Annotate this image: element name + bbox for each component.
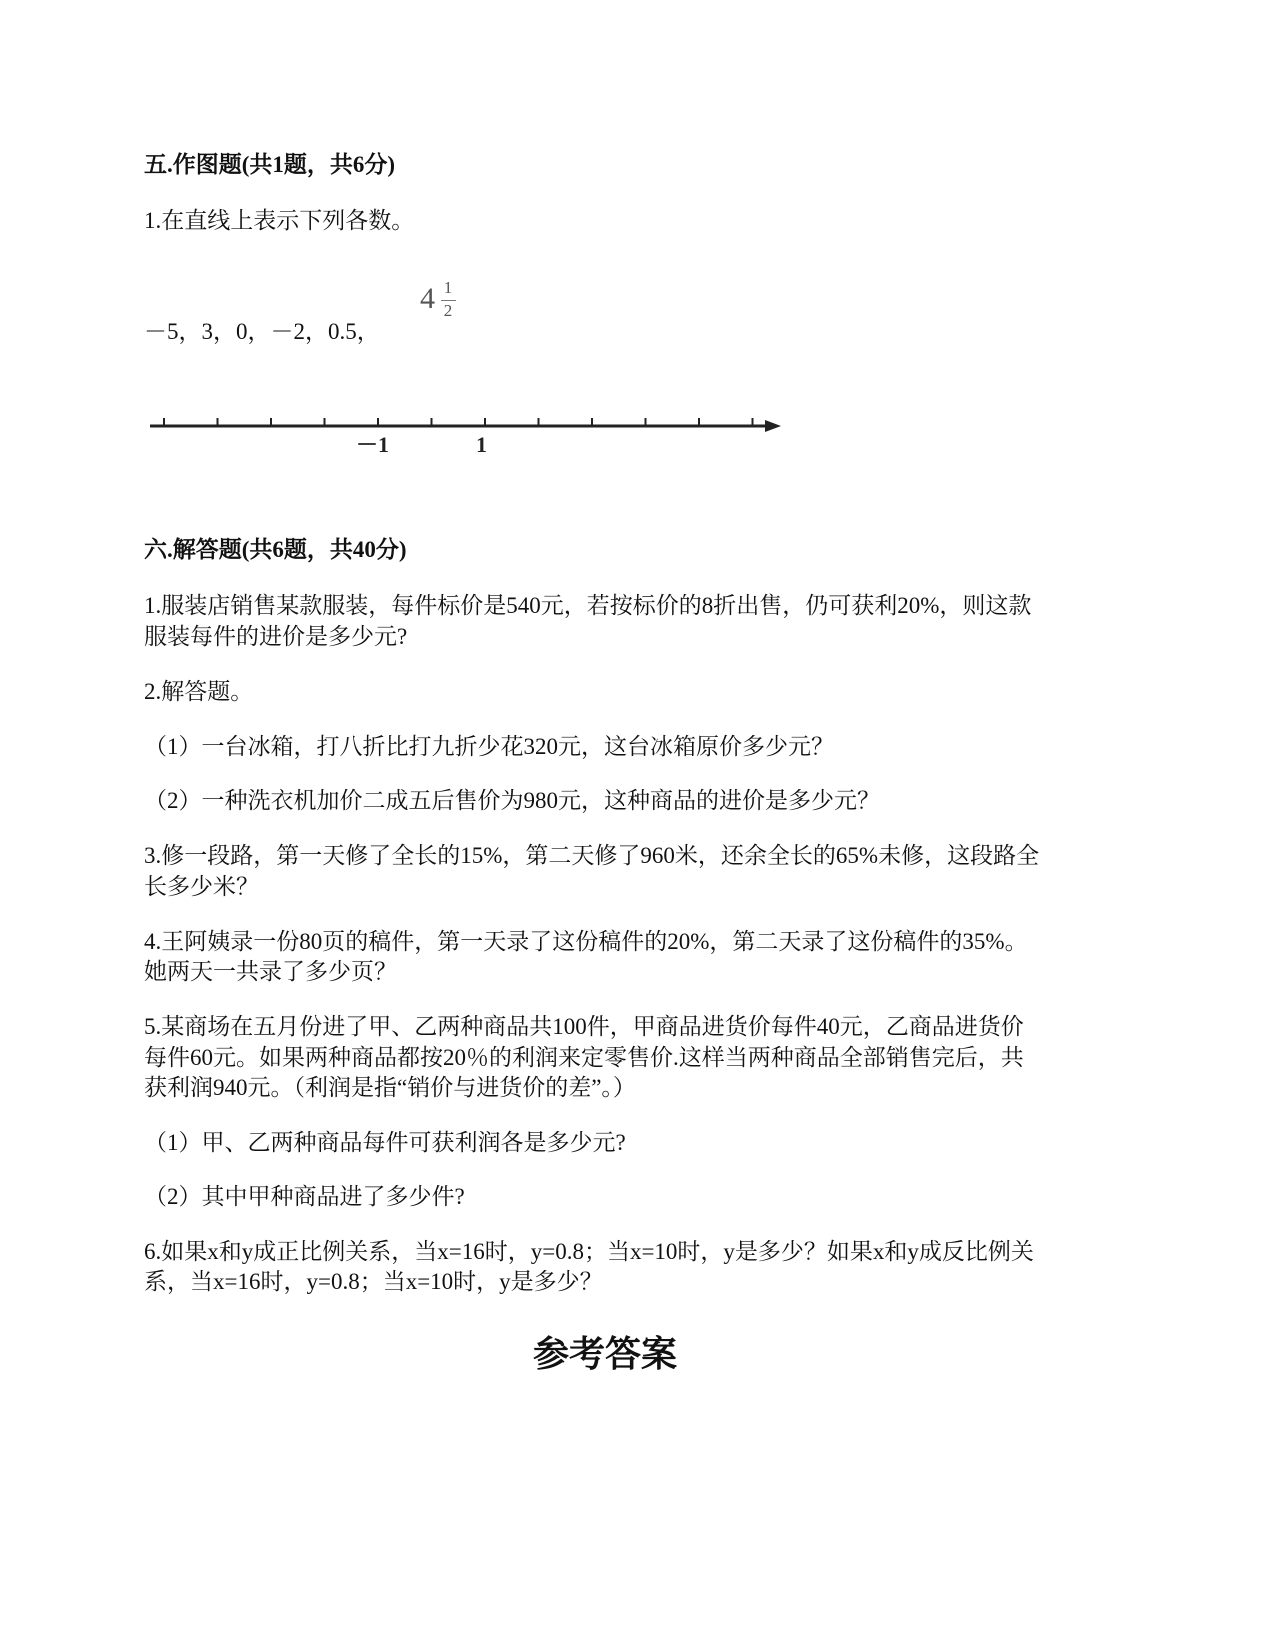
fraction-whole: 4 xyxy=(420,282,435,315)
q2-sub1: （1）一台冰箱，打八折比打九折少花320元，这台冰箱原价多少元？ xyxy=(144,734,834,759)
fraction-numerator: 1 xyxy=(443,278,453,297)
q2-sub2: （2）一种洗衣机加价二成五后售价为980元，这种商品的进价是多少元？ xyxy=(144,788,880,813)
q5-line1: 5.某商场在五月份进了甲、乙两种商品共100件，甲商品进货价每件40元，乙商品进货价 xyxy=(144,1014,1024,1039)
number-line xyxy=(140,400,800,470)
section5-q1-text: 1.在直线上表示下列各数。 xyxy=(144,208,415,233)
q5-line3: 获利润940元。（利润是指“销价与进货价的差”。） xyxy=(144,1075,636,1100)
q4-line1: 4.王阿姨录一份80页的稿件，第一天录了这份稿件的20%，第二天录了这份稿件的35%。 xyxy=(144,929,1028,954)
q5-line2: 每件60元。如果两种商品都按20％的利润来定零售价.这样当两种商品全部销售完后，共 xyxy=(144,1045,1024,1070)
fraction-denominator: 2 xyxy=(443,301,453,320)
q5-sub2: （2）其中甲种商品进了多少件? xyxy=(144,1184,465,1209)
q1-line2: 服装每件的进价是多少元? xyxy=(144,624,408,649)
q6-line2: 系，当x=16时，y=0.8；当x=10时，y是多少？ xyxy=(144,1269,603,1294)
q2-title: 2.解答题。 xyxy=(144,679,254,704)
q1-line1: 1.服装店销售某款服装，每件标价是540元，若按标价的8折出售，仍可获利20%，则这款 xyxy=(144,593,1032,618)
section6-heading: 六.解答题(共6题，共40分) xyxy=(144,537,407,562)
mixed-fraction xyxy=(420,278,470,328)
tick-label-1: 1 xyxy=(476,432,487,457)
section5-heading: 五.作图题(共1题，共6分) xyxy=(144,152,396,177)
section5-q1-numbers: －5，3，0，－2，0.5， xyxy=(144,319,380,344)
q4-line2: 她两天一共录了多少页？ xyxy=(144,959,397,984)
q3-line2: 长多少米？ xyxy=(144,874,259,899)
arrow-right-icon xyxy=(765,420,781,432)
tick-label-neg1: －1 xyxy=(356,432,390,457)
q6-line1: 6.如果x和y成正比例关系，当x=16时，y=0.8；当x=10时，y是多少？如果x和y成反比例关 xyxy=(144,1239,1034,1264)
q3-line1: 3.修一段路，第一天修了全长的15%，第二天修了960米，还余全长的65%未修，这段路全 xyxy=(144,843,1040,868)
answers-heading: 参考答案 xyxy=(532,1334,677,1374)
q5-sub1: （1）甲、乙两种商品每件可获利润各是多少元? xyxy=(144,1130,626,1155)
